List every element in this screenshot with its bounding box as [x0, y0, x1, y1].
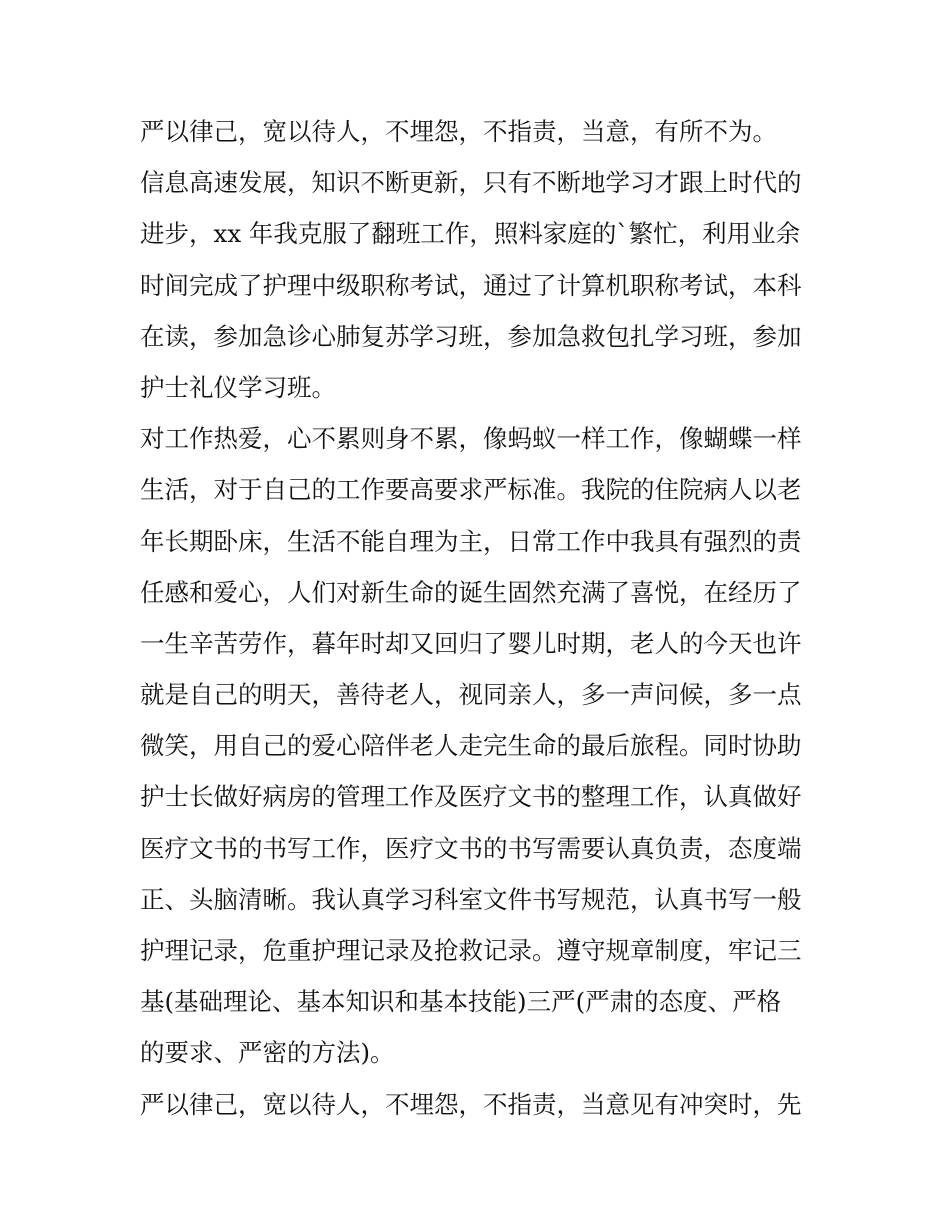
- text-line: 的要求、严密的方法)。: [140, 1038, 395, 1068]
- text-line: 时间完成了护理中级职称考试，通过了计算机职称考试，本科: [140, 270, 802, 300]
- text-line: 生活，对于自己的工作要高要求严标准。我院的住院病人以老: [140, 475, 802, 505]
- paragraph-4: [140, 1079, 820, 1130]
- text-line: 微笑，用自己的爱心陪伴老人走完生命的最后旅程。同时协助: [140, 731, 802, 761]
- text-line: 就是自己的明天，善待老人，视同亲人，多一声问候，多一点: [140, 680, 802, 710]
- text-line: 年长期卧床，生活不能自理为主，日常工作中我具有强烈的责: [140, 526, 802, 556]
- text-line: 一生辛苦劳作，暮年时却又回归了婴儿时期，老人的今天也许: [140, 628, 802, 658]
- text-line: 医疗文书的书写工作，医疗文书的书写需要认真负责，态度端: [140, 833, 802, 863]
- text-line: 任感和爱心，人们对新生命的诞生固然充满了喜悦，在经历了: [140, 577, 802, 607]
- paragraph-2: [140, 157, 820, 413]
- text-line: 进步，xx 年我克服了翻班工作，照料家庭的`繁忙，利用业余: [140, 219, 801, 249]
- document-body: [140, 106, 820, 1130]
- paragraph-3: [140, 413, 820, 1078]
- text-line: 正、头脑清晰。我认真学习科室文件书写规范，认真书写一般: [140, 884, 802, 914]
- paragraph-1: [140, 106, 820, 157]
- text-line: 护士礼仪学习班。: [140, 372, 336, 402]
- text-line: 护士长做好病房的管理工作及医疗文书的整理工作，认真做好: [140, 782, 802, 812]
- text-line: 基(基础理论、基本知识和基本技能)三严(严肃的态度、严格: [140, 987, 782, 1017]
- text-line: 信息高速发展，知识不断更新，只有不断地学习才跟上时代的: [140, 168, 802, 198]
- text-line: 在读，参加急诊心肺复苏学习班，参加急救包扎学习班，参加: [140, 321, 802, 351]
- text-line: 护理记录，危重护理记录及抢救记录。遵守规章制度，牢记三: [140, 936, 802, 965]
- text-line: 严以律己，宽以待人，不埋怨，不指责，当意见有冲突时，先: [140, 1089, 802, 1119]
- text-line: 严以律己，宽以待人，不埋怨，不指责，当意，有所不为。: [140, 117, 777, 146]
- text-line: 对工作热爱，心不累则身不累，像蚂蚁一样工作，像蝴蝶一样: [140, 424, 802, 454]
